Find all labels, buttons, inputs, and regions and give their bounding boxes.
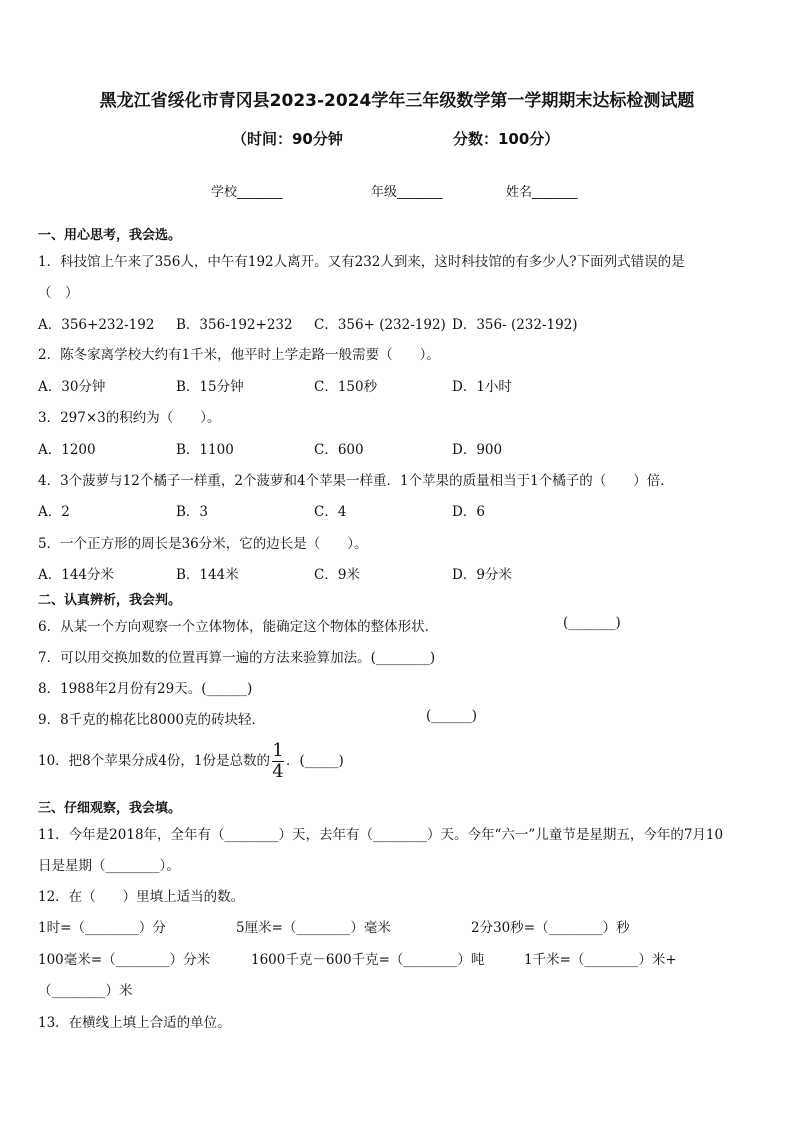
section-heading-3: 三、仔细观察，我会填。 [38, 801, 182, 816]
q1-option-d: D．356- (232-192) [452, 317, 578, 333]
q12-item-4: 100毫米=（________）分米 [38, 952, 211, 968]
question-7: 7．可以用交换加数的位置再算一遍的方法来验算加法。(________) [38, 650, 436, 666]
question-11-line-1: 11．今年是2018年，全年有（________）天，去年有（________）天。今年“六一”儿童节是星期五，今年的7月10 [38, 827, 724, 843]
fraction-denominator: 4 [272, 761, 284, 782]
school-field: 学校_______ [211, 185, 283, 200]
question-1: 1．科技馆上午来了356人，中午有192人离开。又有232人到来，这时科技馆的有多少人?下面列式错误的是 [38, 254, 685, 270]
fraction-one-quarter [272, 742, 284, 781]
question-3: 3．297×3的积约为（ ）。 [38, 410, 221, 426]
q2-option-a: A．30分钟 [38, 379, 106, 395]
page-title: 黑龙江省绥化市青冈县2023-2024学年三年级数学第一学期期末达标检测试题 [99, 91, 695, 111]
grade-field: 年级_______ [371, 185, 443, 200]
q4-option-d: D．6 [452, 504, 485, 520]
q3-option-d: D．900 [452, 442, 503, 458]
q3-option-b: B．1100 [176, 442, 234, 458]
fraction-numerator: 1 [272, 740, 284, 761]
q1-option-a: A．356+232-192 [38, 317, 155, 333]
question-2: 2．陈冬家离学校大约有1千米，他平时上学走路一般需要（ ）。 [38, 347, 440, 363]
question-6: 6．从某一个方向观察一个立体物体，能确定这个物体的整体形状． [38, 619, 439, 635]
q12-item-3: 2分30秒=（________）秒 [471, 920, 630, 936]
q2-option-b: B．15分钟 [176, 379, 244, 395]
question-1-cont: （ ） [38, 285, 79, 301]
question-8: 8．1988年2月份有29天。(______) [38, 681, 253, 697]
q4-option-c: C．4 [314, 504, 347, 520]
question-9-blank: (______) [426, 708, 478, 724]
q12-item-1: 1时=（________）分 [38, 920, 166, 936]
q1-option-b: B．356-192+232 [176, 317, 293, 333]
q12-item-5: 1600千克－600千克=（________）吨 [251, 952, 485, 968]
question-11-line-2: 日是星期（________）。 [38, 858, 180, 874]
section-heading-2: 二、认真辨析，我会判。 [38, 593, 182, 608]
question-10 [38, 742, 344, 781]
q4-option-b: B．3 [176, 504, 209, 520]
q3-option-a: A．1200 [38, 442, 96, 458]
q12-item-6: 1千米=（________）米+ [524, 952, 677, 968]
question-9: 9．8千克的棉花比8000克的砖块轻． [38, 712, 266, 728]
q4-option-a: A．2 [38, 504, 70, 520]
exam-time: （时间：90分钟 [232, 130, 343, 148]
q5-option-a: A．144分米 [38, 567, 115, 583]
q12-item-2: 5厘米=（________）毫米 [236, 920, 391, 936]
question-13: 13．在横线上填上合适的单位。 [38, 1015, 231, 1031]
q2-option-d: D．1小时 [452, 379, 512, 395]
question-12: 12．在（ ）里填上适当的数。 [38, 889, 245, 905]
q5-option-b: B．144米 [176, 567, 239, 583]
q5-option-c: C．9米 [314, 567, 360, 583]
q2-option-c: C．150秒 [314, 379, 378, 395]
exam-score: 分数：100分） [453, 130, 560, 148]
q12-item-6-cont: （________）米 [38, 983, 133, 999]
name-field: 姓名_______ [506, 185, 578, 200]
q3-option-c: C．600 [314, 442, 364, 458]
question-5: 5．一个正方形的周长是36分米，它的边长是（ ）。 [38, 536, 368, 552]
question-6-blank: (_______) [563, 615, 621, 631]
q5-option-d: D．9分米 [452, 567, 512, 583]
question-4: 4．3个菠萝与12个橘子一样重，2个菠萝和4个苹果一样重．1个苹果的质量相当于1个橘子的（ ）倍． [38, 473, 674, 489]
question-10-text: 10．把8个苹果分成4份，1份是总数的 [38, 753, 270, 769]
q1-option-c: C．356+ (232-192) [314, 317, 446, 333]
section-heading-1: 一、用心思考，我会选。 [38, 228, 182, 243]
question-10-tail: ．(_____) [285, 753, 344, 769]
